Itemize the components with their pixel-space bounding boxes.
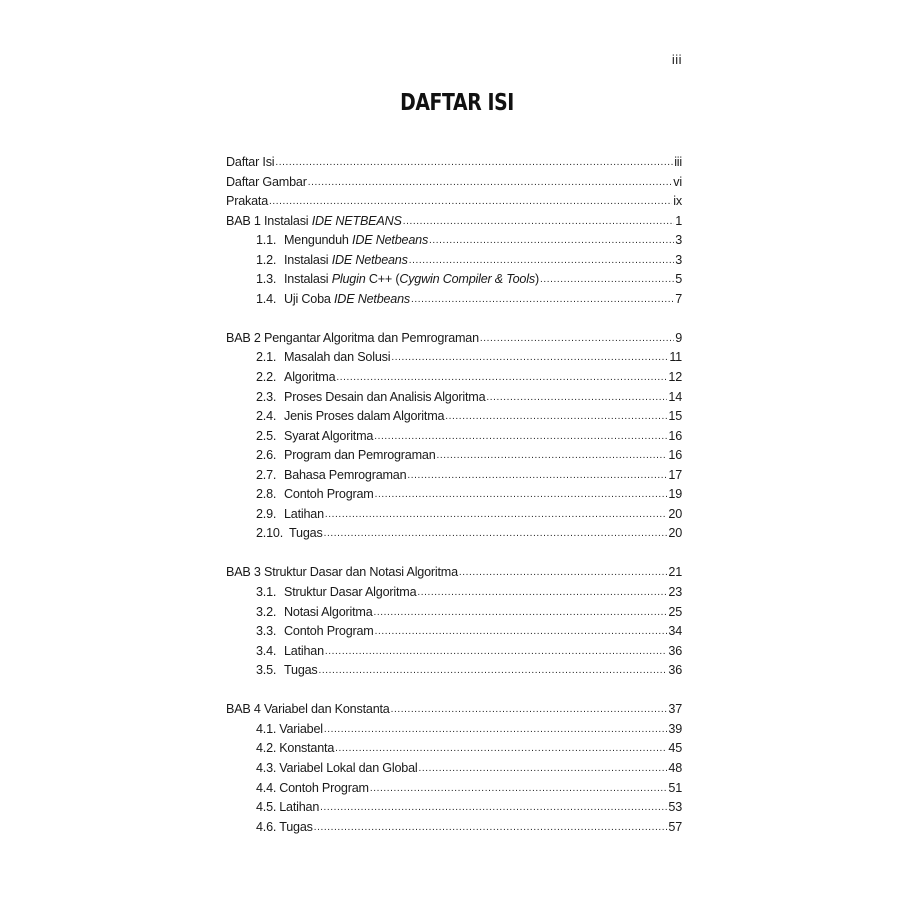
toc-entry-page: 14: [668, 389, 682, 404]
dot-leader: [409, 251, 674, 271]
toc-entry-page: 45: [668, 741, 682, 756]
toc-subentry[interactable]: [226, 583, 682, 603]
toc-entry-page: 53: [668, 800, 682, 815]
toc-entry-number: 4.5.: [256, 800, 277, 815]
toc-subentry[interactable]: [226, 661, 682, 681]
toc-entry-page: 15: [668, 409, 682, 424]
toc-entry-page: 5: [675, 272, 682, 287]
toc-entry-label: Jenis Proses dalam Algoritma: [284, 409, 445, 424]
toc-subentry[interactable]: [226, 446, 682, 466]
toc-entry-page: 3: [675, 252, 682, 267]
dot-leader: [437, 446, 668, 466]
toc-entry-page: 3: [675, 233, 682, 248]
toc-entry-number: 3.3.: [256, 624, 277, 639]
toc-entry-number: 4.2.: [256, 741, 277, 756]
toc-entry-label: Variabel: [279, 721, 323, 736]
toc-entry-page: 1: [675, 213, 682, 228]
toc-entry-number: 3.1.: [256, 585, 277, 600]
toc-entry-label: Masalah dan Solusi: [284, 350, 391, 365]
toc-entry-page: 51: [668, 780, 682, 795]
toc-entry-page: iii: [674, 155, 682, 169]
toc-entry-number: 1.4.: [256, 291, 277, 306]
toc-entry-number: 1.1.: [256, 233, 277, 248]
toc-subentry[interactable]: [226, 759, 682, 779]
toc-subentry[interactable]: [226, 251, 682, 271]
toc-subentry[interactable]: [226, 524, 682, 544]
toc-entry-label: Tugas: [279, 819, 313, 834]
toc-entry-page: 20: [668, 506, 682, 521]
toc-entry-page: 36: [668, 643, 682, 658]
dot-leader: [459, 563, 668, 583]
dot-leader: [417, 583, 667, 603]
toc-entry-label: Notasi Algoritma: [284, 604, 373, 619]
toc-subentry[interactable]: [226, 388, 682, 408]
dot-leader: [314, 818, 668, 838]
toc-entry[interactable]: [226, 192, 682, 212]
toc-entry[interactable]: [226, 212, 682, 232]
toc-entry-page: 16: [668, 448, 682, 463]
toc-entry-page: 23: [668, 585, 682, 600]
toc-subentry[interactable]: [226, 505, 682, 525]
toc-entry[interactable]: [226, 563, 682, 583]
section-gap: [226, 681, 682, 701]
toc-entry-label: Instalasi IDE Netbeans: [284, 252, 408, 267]
toc-subentry[interactable]: [226, 622, 682, 642]
toc-entry-number: 4.1.: [256, 721, 277, 736]
dot-leader: [374, 427, 667, 447]
toc-entry-label: Daftar Isi: [226, 155, 275, 169]
toc-subentry[interactable]: [226, 779, 682, 799]
toc-entry-number: 1.2.: [256, 252, 277, 267]
toc-entry-number: 2.9.: [256, 506, 277, 521]
toc-entry-label: Konstanta: [279, 741, 335, 756]
dot-leader: [370, 779, 668, 799]
toc-entry-number: 2.5.: [256, 428, 277, 443]
toc-entry-label: Variabel Lokal dan Global: [279, 760, 418, 775]
toc-subentry[interactable]: [226, 368, 682, 388]
toc-entry-label: Algoritma: [284, 370, 336, 385]
dot-leader: [324, 524, 668, 544]
toc-subentry[interactable]: [226, 407, 682, 427]
toc-entry-page: 57: [668, 819, 682, 834]
toc-entry-label: Program dan Pemrograman: [284, 448, 436, 463]
toc-entry-page: 9: [675, 330, 682, 345]
toc-entry-label: Mengunduh IDE Netbeans: [284, 233, 429, 248]
dot-leader: [375, 485, 668, 505]
toc-entry-page: 48: [668, 760, 682, 775]
toc-entry-page: 11: [669, 350, 682, 365]
toc-entry-page: 34: [668, 624, 682, 639]
toc-entry-number: 2.8.: [256, 487, 277, 502]
toc-entry-label: BAB 4 Variabel dan Konstanta: [226, 702, 390, 717]
dot-leader: [325, 642, 667, 662]
toc-entry[interactable]: [226, 173, 682, 193]
dot-leader: [391, 348, 668, 368]
toc-subentry[interactable]: [226, 290, 682, 310]
dot-leader: [445, 407, 667, 427]
toc-entry-page: 25: [668, 604, 682, 619]
toc-entry-number: 2.6.: [256, 448, 277, 463]
toc-entry-page: 39: [668, 721, 682, 736]
toc-entry-page: 17: [668, 467, 682, 482]
page-title: DAFTAR ISI: [400, 90, 514, 116]
toc-subentry[interactable]: [226, 427, 682, 447]
toc-subentry[interactable]: [226, 818, 682, 838]
toc-entry-label: Daftar Gambar: [226, 174, 307, 189]
toc-entry-number: 2.7.: [256, 467, 277, 482]
toc-subentry[interactable]: [226, 642, 682, 662]
dot-leader: [429, 231, 674, 251]
toc-entry-label: BAB 2 Pengantar Algoritma dan Pemrograman: [226, 330, 479, 345]
toc-subentry[interactable]: [226, 603, 682, 623]
dot-leader: [336, 368, 667, 388]
toc-entry-label: Latihan: [279, 800, 320, 815]
toc-entry-number: 2.4.: [256, 409, 277, 424]
dot-leader: [324, 720, 668, 740]
section-gap: [226, 544, 682, 564]
dot-leader: [269, 192, 672, 212]
toc-subentry[interactable]: [226, 466, 682, 486]
toc-subentry[interactable]: [226, 739, 682, 759]
toc-subentry[interactable]: [226, 231, 682, 251]
toc-entry-page: 12: [668, 370, 682, 385]
toc-entry-number: 3.4.: [256, 643, 277, 658]
toc-entry-label: Uji Coba IDE Netbeans: [284, 291, 411, 306]
dot-leader: [375, 622, 668, 642]
toc-entry-number: 2.2.: [256, 370, 277, 385]
toc-subentry[interactable]: [226, 270, 682, 290]
toc-entry-number: 4.4.: [256, 780, 277, 795]
toc-entry-label: Latihan: [284, 506, 324, 521]
toc-entry-page: 19: [668, 487, 682, 502]
toc-entry[interactable]: [226, 153, 682, 173]
table-of-contents: [226, 153, 682, 837]
dot-leader: [480, 329, 674, 349]
toc-entry-label: Syarat Algoritma: [284, 428, 374, 443]
toc-entry-label: BAB 3 Struktur Dasar dan Notasi Algoritma: [226, 565, 458, 580]
toc-entry-label: Proses Desain dan Analisis Algoritma: [284, 389, 486, 404]
dot-leader: [275, 153, 673, 173]
dot-leader: [335, 739, 667, 759]
toc-entry[interactable]: [226, 329, 682, 349]
toc-subentry[interactable]: [226, 798, 682, 818]
dot-leader: [419, 759, 668, 779]
toc-entry-number: 1.3.: [256, 272, 277, 287]
toc-entry-page: vi: [673, 174, 682, 189]
toc-entry-page: 21: [668, 565, 682, 580]
dot-leader: [407, 466, 667, 486]
toc-entry-label: Latihan: [284, 643, 324, 658]
toc-entry-label: Contoh Program: [284, 624, 374, 639]
toc-entry-number: 3.2.: [256, 604, 277, 619]
toc-entry-label: Instalasi Plugin C++ (Cygwin Compiler & Tools): [284, 272, 539, 287]
toc-entry-page: 20: [668, 526, 682, 541]
toc-entry[interactable]: [226, 700, 682, 720]
dot-leader: [391, 700, 668, 720]
toc-entry-label: Bahasa Pemrograman: [284, 467, 407, 482]
toc-entry-label: Contoh Program: [279, 780, 369, 795]
toc-entry-number: 3.5.: [256, 663, 277, 678]
toc-entry-page: 36: [668, 663, 682, 678]
toc-subentry[interactable]: [226, 348, 682, 368]
toc-subentry[interactable]: [226, 720, 682, 740]
page-number: iii: [671, 52, 682, 67]
toc-entry-number: 2.10.: [256, 526, 284, 541]
toc-entry-label: Contoh Program: [284, 487, 374, 502]
toc-entry-number: 4.6.: [256, 819, 277, 834]
toc-entry-label: Struktur Dasar Algoritma: [284, 585, 417, 600]
toc-entry-label: Prakata: [226, 194, 269, 209]
dot-leader: [325, 505, 667, 525]
section-gap: [226, 309, 682, 329]
toc-entry-label: Tugas: [289, 526, 323, 541]
dot-leader: [540, 270, 674, 290]
toc-entry-number: 4.3.: [256, 760, 277, 775]
dot-leader: [308, 173, 673, 193]
toc-entry-page: 7: [675, 291, 682, 306]
dot-leader: [411, 290, 674, 310]
dot-leader: [319, 661, 668, 681]
toc-entry-label: BAB 1 Instalasi IDE NETBEANS: [226, 213, 402, 228]
toc-entry-page: ix: [673, 194, 682, 209]
dot-leader: [403, 212, 675, 232]
dot-leader: [374, 603, 668, 623]
toc-subentry[interactable]: [226, 485, 682, 505]
toc-entry-page: 37: [668, 702, 682, 717]
toc-entry-page: 16: [668, 428, 682, 443]
toc-entry-number: 2.1.: [256, 350, 277, 365]
dot-leader: [320, 798, 667, 818]
toc-entry-label: Tugas: [284, 663, 318, 678]
dot-leader: [486, 388, 667, 408]
toc-entry-number: 2.3.: [256, 389, 277, 404]
